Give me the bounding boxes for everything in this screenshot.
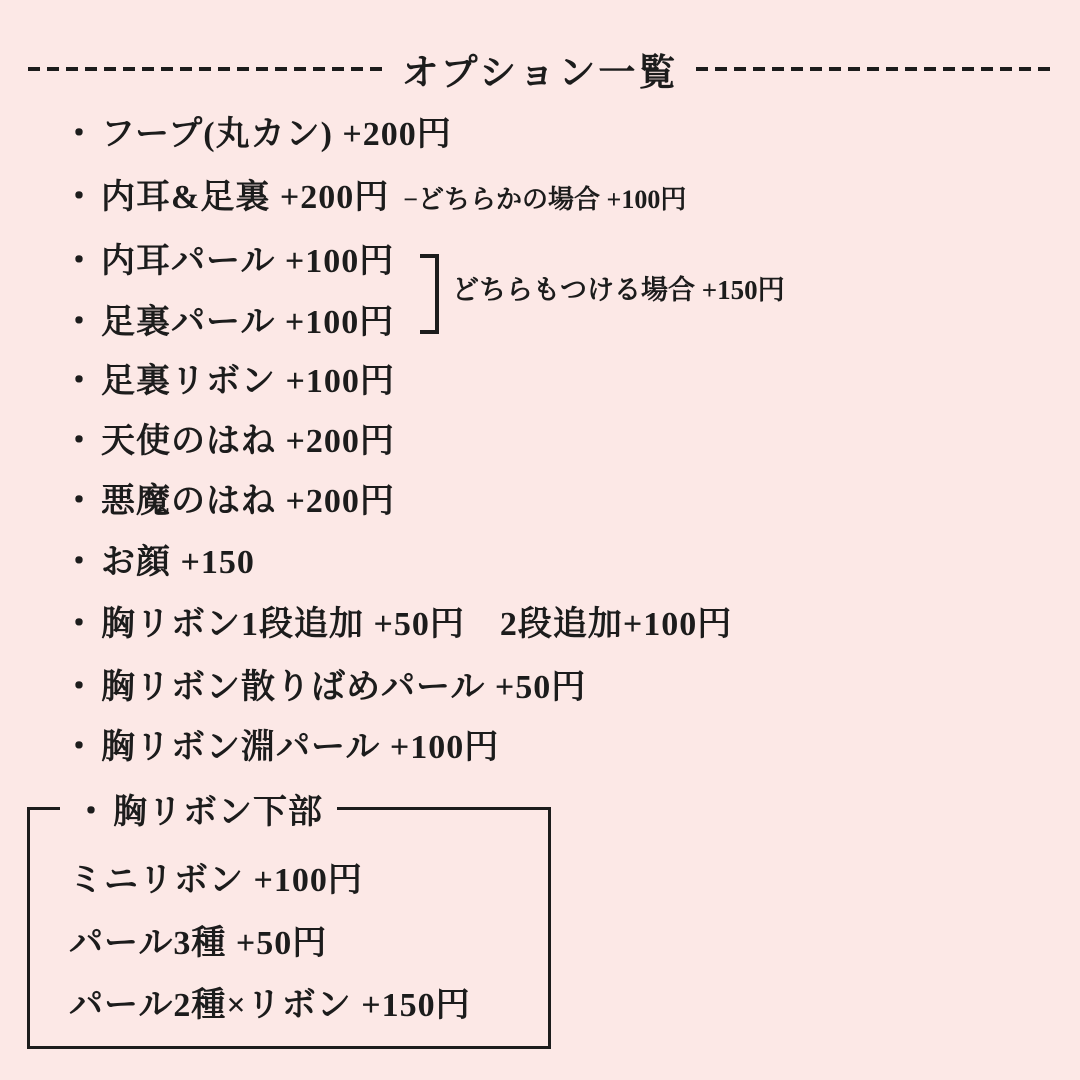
pair-bracket-note: どちらもつける場合 +150円 <box>452 275 785 305</box>
bullet-icon: ・ <box>62 544 97 581</box>
left-dash-divider <box>28 67 384 71</box>
list-item <box>62 603 732 647</box>
list-item <box>62 541 255 585</box>
option-label: 胸リボン淵パール +100円 <box>101 729 500 766</box>
option-label: 内耳&足裏 +200円 <box>101 179 390 216</box>
option-label: 足裏リボン +100円 <box>101 363 395 400</box>
list-item <box>62 240 394 284</box>
bullet-icon: ・ <box>62 179 97 216</box>
boxed-title-label: 胸リボン下部 <box>113 794 323 831</box>
list-item <box>62 480 395 524</box>
page-title: オプション一覧 <box>401 53 679 94</box>
option-label: 悪魔のはね +200円 <box>101 483 395 520</box>
option-label: 天使のはね +200円 <box>101 423 395 460</box>
bullet-icon: ・ <box>62 304 97 341</box>
boxed-section <box>27 794 551 1049</box>
boxed-section-title <box>60 784 337 833</box>
boxed-list-item: パール2種×リボン +150円 <box>69 987 471 1024</box>
list-item <box>62 301 394 345</box>
boxed-list-item: ミニリボン +100円 <box>69 862 363 899</box>
list-item <box>62 666 586 710</box>
bullet-icon: ・ <box>62 669 97 706</box>
bullet-icon: ・ <box>62 116 97 153</box>
option-label: お顔 +150 <box>101 544 255 581</box>
bullet-icon: ・ <box>62 243 97 280</box>
list-item <box>62 726 499 770</box>
option-label: 足裏パール +100円 <box>101 304 395 341</box>
header <box>0 42 1080 96</box>
boxed-list-item: パール3種 +50円 <box>69 925 328 962</box>
list-item <box>62 113 452 157</box>
bullet-icon: ・ <box>62 423 97 460</box>
bullet-icon: ・ <box>62 363 97 400</box>
bullet-icon: ・ <box>74 794 109 831</box>
option-label: フープ(丸カン) +200円 <box>101 116 452 153</box>
list-item <box>62 360 395 404</box>
option-label: 内耳パール +100円 <box>101 243 395 280</box>
option-label: 胸リボン1段追加 +50円 2段追加+100円 <box>101 606 733 643</box>
option-label: 胸リボン散りばめパール +50円 <box>101 669 587 706</box>
option-note: −どちらかの場合 +100円 <box>403 185 687 214</box>
right-dash-divider <box>696 67 1052 71</box>
list-item <box>62 420 395 464</box>
bullet-icon: ・ <box>62 729 97 766</box>
bullet-icon: ・ <box>62 606 97 643</box>
bullet-icon: ・ <box>62 483 97 520</box>
pair-bracket <box>420 254 439 334</box>
list-item <box>62 176 686 220</box>
